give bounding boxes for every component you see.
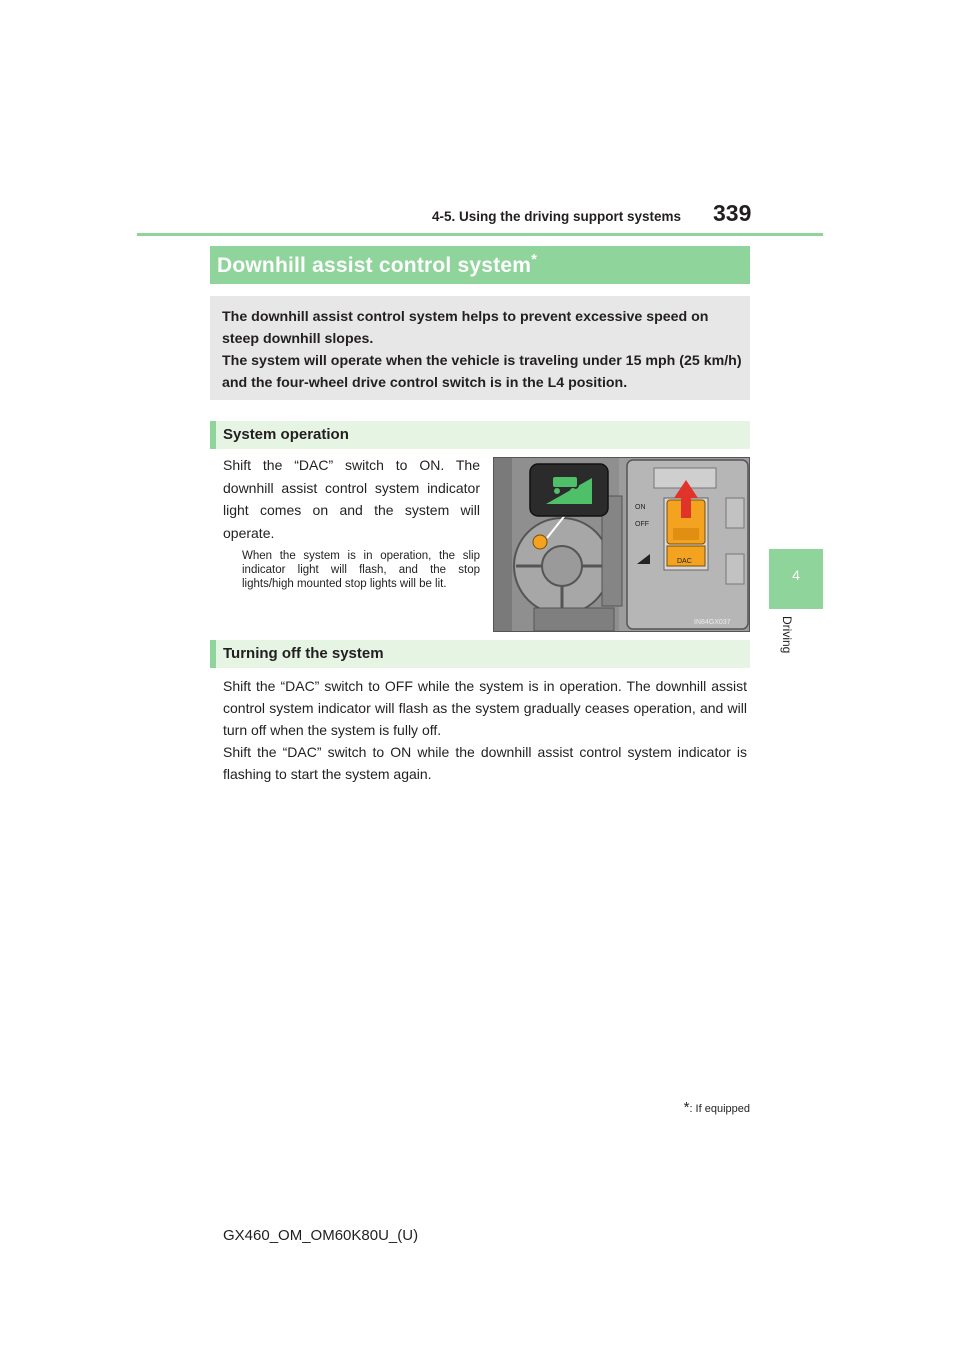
footnote-marker: * bbox=[683, 1099, 690, 1116]
document-code: GX460_OM_OM60K80U_(U) bbox=[223, 1227, 419, 1244]
intro-line-2: The system will operate when the vehicle is traveling under 15 mph (25 km/h) and the four-wheel drive control switch is in the L4 position. bbox=[222, 353, 742, 391]
header-rule bbox=[137, 233, 823, 236]
page-title bbox=[217, 251, 537, 278]
footnote-text: : If equipped bbox=[689, 1103, 750, 1115]
chapter-number: 4 bbox=[792, 567, 800, 583]
turning-off-paragraph-1: Shift the “DAC” switch to OFF while the system is in operation. The downhill assist control system indicator will flash as the system gradually ceases operation, and will turn off when the system is fully off. bbox=[223, 678, 747, 738]
intro-line-1: The downhill assist control system helps to prevent excessive speed on steep downhill slopes. bbox=[222, 309, 709, 347]
dac-label: DAC bbox=[677, 558, 692, 565]
page-title-text: Downhill assist control system bbox=[217, 254, 532, 277]
footnote bbox=[610, 1099, 750, 1116]
turning-off-body bbox=[223, 675, 747, 785]
dashboard-drawing bbox=[494, 458, 749, 631]
turning-off-heading: Turning off the system bbox=[223, 645, 384, 662]
system-operation-note: When the system is in operation, the slip indicator light will flash, and the stop lights/high mounted stop lights will be lit. bbox=[242, 550, 480, 590]
turning-off-paragraph-2: Shift the “DAC” switch to ON while the downhill assist control system indicator is flashing to start the system again. bbox=[223, 744, 747, 782]
system-operation-heading: System operation bbox=[223, 426, 349, 443]
on-label: ON bbox=[635, 504, 646, 511]
chapter-label bbox=[768, 612, 824, 672]
system-operation-body: Shift the “DAC” switch to ON. The downhill assist control system indicator light comes on and the system will operate. bbox=[223, 457, 480, 541]
if-equipped-marker: * bbox=[531, 251, 538, 268]
off-label: OFF bbox=[635, 521, 649, 528]
illustration-code: IN84GX037 bbox=[694, 619, 731, 626]
intro-text bbox=[222, 306, 742, 394]
chapter-label-text: Driving bbox=[780, 616, 794, 654]
page-number: 339 bbox=[713, 200, 752, 226]
dac-switch-illustration bbox=[493, 457, 750, 632]
section-header: 4-5. Using the driving support systems bbox=[432, 209, 682, 224]
